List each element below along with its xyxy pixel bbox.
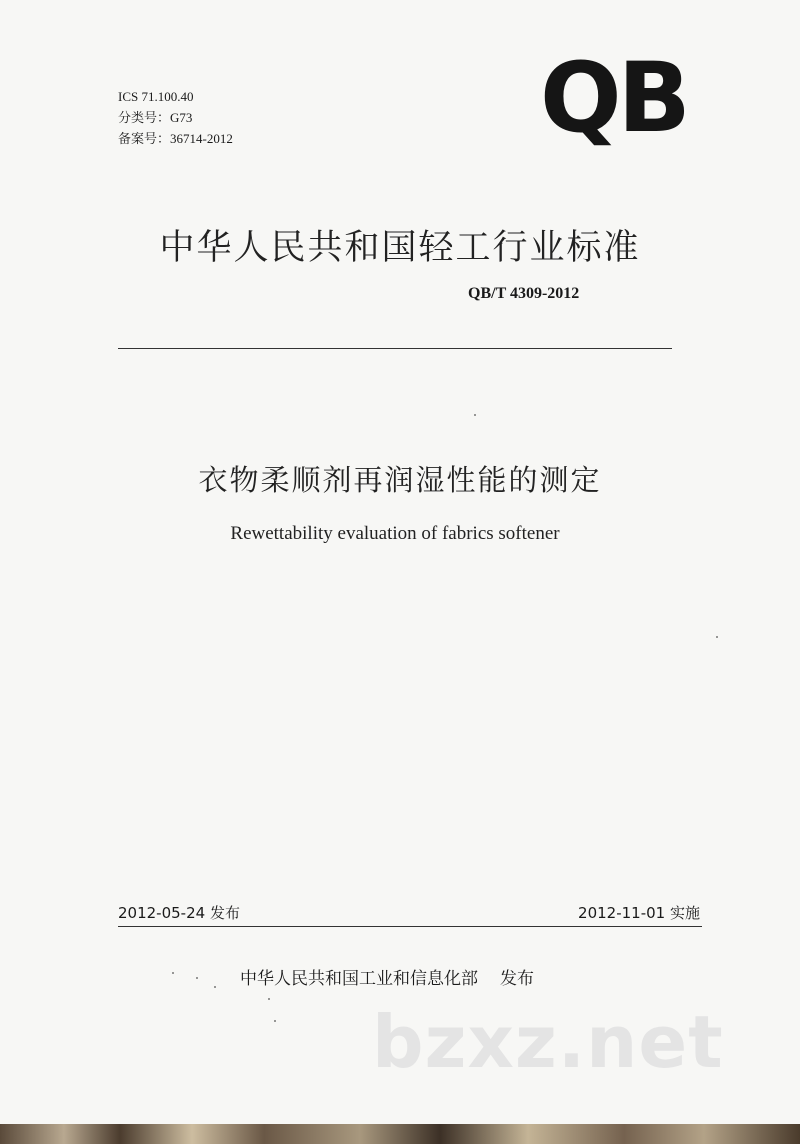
scan-speck: [214, 986, 216, 988]
top-divider: [118, 348, 672, 349]
document-title-en: Rewettability evaluation of fabrics softener: [230, 523, 560, 544]
record-number: 备案号：36714-2012: [118, 131, 233, 146]
issue-date: 2012-05-24 发布: [118, 904, 240, 922]
implementation-date: 2012-11-01 实施: [578, 904, 700, 922]
standard-number: QB/T 4309-2012: [468, 285, 580, 302]
scan-speck: [172, 972, 174, 974]
publisher-action: 发布: [500, 969, 534, 989]
scan-speck: [474, 414, 476, 416]
publisher-name: 中华人民共和国工业和信息化部: [240, 969, 478, 989]
metadata-block: [118, 86, 233, 149]
ics-code: ICS 71.100.40: [118, 89, 194, 104]
main-title: 中华人民共和国轻工行业标准: [159, 228, 641, 268]
scan-speck: [268, 998, 270, 1000]
scan-speck: [196, 977, 198, 979]
watermark: bzxz.net: [372, 1000, 724, 1084]
qb-logo: QB: [540, 42, 687, 154]
classification-number: 分类号：G73: [118, 110, 193, 125]
bottom-divider: [118, 926, 702, 927]
scan-speck: [274, 1020, 276, 1022]
scan-edge-strip: [0, 1124, 800, 1144]
scan-speck: [716, 636, 718, 638]
document-title-cn: 衣物柔顺剂再润湿性能的测定: [198, 463, 602, 497]
publisher-line: [240, 964, 534, 989]
